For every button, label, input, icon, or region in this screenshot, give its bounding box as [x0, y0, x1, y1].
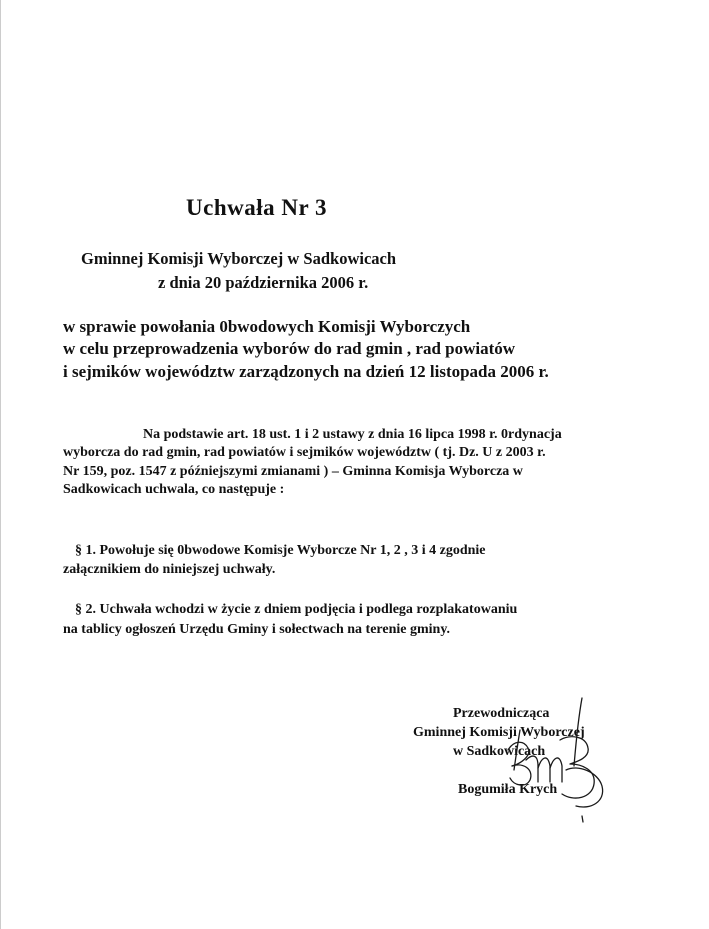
handwritten-signature — [490, 690, 610, 825]
issuer-date: z dnia 20 października 2006 r. — [158, 273, 369, 292]
signature-name: Bogumiła Krych — [458, 782, 558, 797]
preamble-line-4: Sadkowicach uchwala, co następuje : — [63, 482, 285, 497]
paragraph-2-line-2: na tablicy ogłoszeń Urzędu Gminy i sołectwach na terenie gminy. — [63, 622, 451, 637]
signature-body-line-2: w Sadkowicach — [453, 744, 546, 759]
issuer-line-1: Gminnej Komisji Wyborczej w Sadkowicach — [81, 249, 397, 268]
preamble-line-3: Nr 159, poz. 1547 z późniejszymi zmianami ) – Gminna Komisja Wyborcza w — [63, 464, 523, 479]
subject-line-2: w celu przeprowadzenia wyborów do rad gmin , rad powiatów — [63, 339, 516, 358]
subject-line-1: w sprawie powołania 0bwodowych Komisji Wyborczych — [63, 317, 471, 336]
paragraph-1-line-2: załącznikiem do niniejszej uchwały. — [63, 562, 276, 577]
paragraph-2-line-1: § 2. Uchwała wchodzi w życie z dniem podjęcia i podlega rozplakatowaniu — [75, 602, 518, 617]
preamble-line-2: wyborcza do rad gmin, rad powiatów i sejmików województw ( tj. Dz. U z 2003 r. — [63, 445, 546, 460]
document-title: Uchwała Nr 3 — [186, 195, 328, 220]
signature-body-line-1: Gminnej Komisji Wyborczej — [413, 725, 585, 740]
signature-role: Przewodnicząca — [453, 706, 550, 721]
preamble-line-1: Na podstawie art. 18 ust. 1 i 2 ustawy z dnia 16 lipca 1998 r. 0rdynacja — [143, 427, 562, 442]
subject-line-3: i sejmików województw zarządzonych na dzień 12 listopada 2006 r. — [63, 362, 549, 381]
scan-edge-line — [0, 0, 1, 929]
paragraph-1-line-1: § 1. Powołuje się 0bwodowe Komisje Wyborcze Nr 1, 2 , 3 i 4 zgodnie — [75, 543, 486, 558]
